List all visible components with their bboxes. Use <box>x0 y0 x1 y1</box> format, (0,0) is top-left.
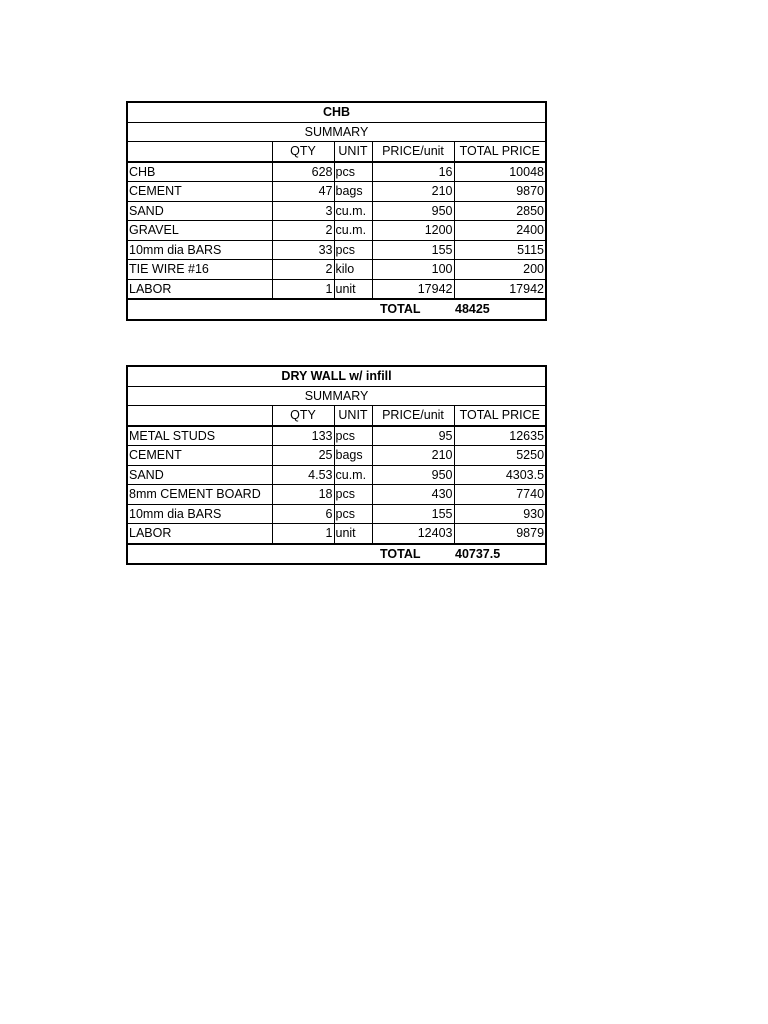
cell-unit: kilo <box>334 260 372 280</box>
cell-price: 95 <box>372 426 454 446</box>
cell-item: CEMENT <box>127 446 272 466</box>
table-title: CHB <box>127 102 546 122</box>
cell-unit: pcs <box>334 504 372 524</box>
cell-total: 17942 <box>454 279 546 299</box>
table-row <box>127 221 546 241</box>
table-row <box>127 504 546 524</box>
cell-qty: 133 <box>272 426 334 446</box>
cell-unit: cu.m. <box>334 221 372 241</box>
cell-qty: 25 <box>272 446 334 466</box>
cell-total: 9879 <box>454 524 546 544</box>
cell-unit: pcs <box>334 485 372 505</box>
table-subtitle-row <box>127 122 546 142</box>
cell-item: GRAVEL <box>127 221 272 241</box>
table-total-row <box>127 299 546 320</box>
table-subtitle-row <box>127 386 546 406</box>
header-item <box>127 406 272 426</box>
cell-qty: 6 <box>272 504 334 524</box>
cell-total: 12635 <box>454 426 546 446</box>
cell-total: 930 <box>454 504 546 524</box>
table-title-row <box>127 102 546 122</box>
cell-total: 5250 <box>454 446 546 466</box>
cell-price: 210 <box>372 446 454 466</box>
table-subtitle: SUMMARY <box>127 386 546 406</box>
cell-item: TIE WIRE #16 <box>127 260 272 280</box>
cell-unit: bags <box>334 446 372 466</box>
cell-price: 12403 <box>372 524 454 544</box>
cell-price: 155 <box>372 240 454 260</box>
cell-price: 950 <box>372 465 454 485</box>
cell-price: 210 <box>372 182 454 202</box>
total-label: TOTAL <box>380 546 421 561</box>
cell-price: 17942 <box>372 279 454 299</box>
header-price-per-unit: PRICE/unit <box>372 142 454 162</box>
cell-item: 10mm dia BARS <box>127 240 272 260</box>
cell-qty: 33 <box>272 240 334 260</box>
table-row <box>127 524 546 544</box>
table-row <box>127 240 546 260</box>
table-title-row <box>127 366 546 386</box>
cell-item: METAL STUDS <box>127 426 272 446</box>
header-price-per-unit: PRICE/unit <box>372 406 454 426</box>
table-total-row <box>127 544 546 565</box>
cell-unit: pcs <box>334 162 372 182</box>
table-row <box>127 260 546 280</box>
cell-total: 9870 <box>454 182 546 202</box>
cell-unit: unit <box>334 524 372 544</box>
header-unit: UNIT <box>334 406 372 426</box>
table-row <box>127 162 546 182</box>
header-qty: QTY <box>272 142 334 162</box>
table-subtitle: SUMMARY <box>127 122 546 142</box>
total-label: TOTAL <box>380 302 421 316</box>
cell-qty: 2 <box>272 260 334 280</box>
cell-price: 430 <box>372 485 454 505</box>
cell-qty: 3 <box>272 201 334 221</box>
cell-price: 16 <box>372 162 454 182</box>
cell-total: 4303.5 <box>454 465 546 485</box>
cell-item: SAND <box>127 201 272 221</box>
cell-price: 155 <box>372 504 454 524</box>
table-row <box>127 182 546 202</box>
column-header-row <box>127 406 546 426</box>
column-header-row <box>127 142 546 162</box>
table-row <box>127 201 546 221</box>
cell-qty: 2 <box>272 221 334 241</box>
cell-item: LABOR <box>127 524 272 544</box>
cell-item: CHB <box>127 162 272 182</box>
cell-item: LABOR <box>127 279 272 299</box>
header-total-price: TOTAL PRICE <box>454 406 546 426</box>
total-value: 48425 <box>455 302 490 316</box>
cell-total: 2400 <box>454 221 546 241</box>
cell-unit: pcs <box>334 426 372 446</box>
cell-unit: unit <box>334 279 372 299</box>
table-row <box>127 485 546 505</box>
header-qty: QTY <box>272 406 334 426</box>
cell-unit: bags <box>334 182 372 202</box>
cell-item: 8mm CEMENT BOARD <box>127 485 272 505</box>
cell-qty: 1 <box>272 524 334 544</box>
table-title: DRY WALL w/ infill <box>127 366 546 386</box>
cell-item: SAND <box>127 465 272 485</box>
cell-price: 950 <box>372 201 454 221</box>
cell-total: 10048 <box>454 162 546 182</box>
table-row <box>127 465 546 485</box>
cell-price: 100 <box>372 260 454 280</box>
table-row <box>127 279 546 299</box>
cell-qty: 1 <box>272 279 334 299</box>
cell-total: 2850 <box>454 201 546 221</box>
cell-qty: 4.53 <box>272 465 334 485</box>
cell-unit: cu.m. <box>334 465 372 485</box>
cell-unit: pcs <box>334 240 372 260</box>
total-value: 40737.5 <box>455 546 501 561</box>
cell-qty: 47 <box>272 182 334 202</box>
cell-total: 5115 <box>454 240 546 260</box>
cell-item: CEMENT <box>127 182 272 202</box>
cell-qty: 18 <box>272 485 334 505</box>
header-unit: UNIT <box>334 142 372 162</box>
cell-unit: cu.m. <box>334 201 372 221</box>
table-row <box>127 426 546 446</box>
cell-total: 7740 <box>454 485 546 505</box>
chb-summary-table <box>126 101 547 321</box>
header-total-price: TOTAL PRICE <box>454 142 546 162</box>
header-item <box>127 142 272 162</box>
drywall-summary-table <box>126 365 547 565</box>
cell-total: 200 <box>454 260 546 280</box>
cell-qty: 628 <box>272 162 334 182</box>
cell-item: 10mm dia BARS <box>127 504 272 524</box>
cell-price: 1200 <box>372 221 454 241</box>
table-row <box>127 446 546 466</box>
